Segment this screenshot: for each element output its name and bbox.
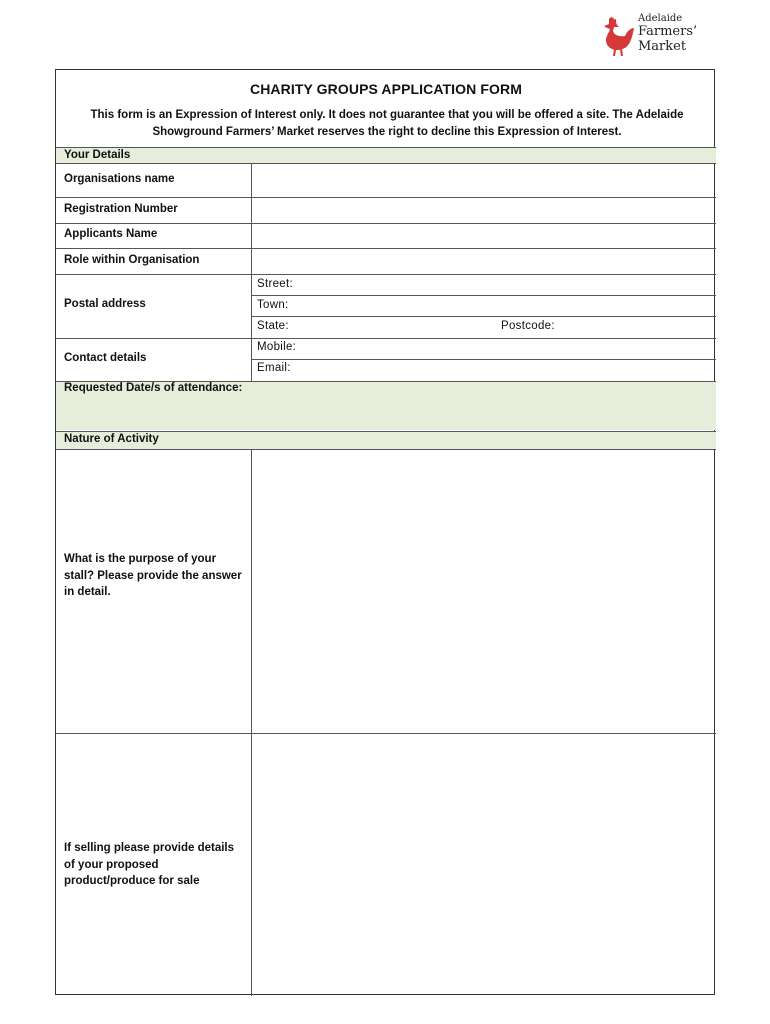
logo-line-market: Market [638,39,687,54]
logo-line-adelaide: Adelaide [638,13,683,24]
label-town: Town: [257,299,289,311]
question-products-for-sale: If selling please provide details of your proposed product/produce for sale [64,842,235,887]
section-your-details: Your Details [64,149,131,161]
label-requested-dates: Requested Date/s of attendance: [64,382,243,394]
postcode-field[interactable] [561,317,716,338]
label-registration-number: Registration Number [64,203,178,215]
label-email: Email: [257,362,291,374]
label-mobile: Mobile: [257,341,297,353]
applicants-name-field[interactable] [252,224,716,248]
your-details-band [56,147,716,163]
label-organisation-name: Organisations name [64,173,175,185]
town-field[interactable] [296,296,716,316]
organisation-name-field[interactable] [252,164,716,197]
section-nature-of-activity: Nature of Activity [64,433,159,445]
label-role: Role within Organisation [64,254,200,266]
adelaide-farmers-market-logo [600,12,710,56]
label-postcode: Postcode: [501,320,555,332]
role-field[interactable] [252,249,716,274]
label-state: State: [257,320,289,332]
mobile-field[interactable] [306,339,716,359]
state-field[interactable] [296,317,496,338]
label-street: Street: [257,278,293,290]
form-title: CHARITY GROUPS APPLICATION FORM [250,81,522,97]
label-applicants-name: Applicants Name [64,228,158,240]
street-field[interactable] [296,275,716,295]
requested-dates-field[interactable] [56,398,716,430]
products-for-sale-answer[interactable] [252,734,716,994]
label-contact-details: Contact details [64,352,147,364]
email-field[interactable] [301,360,716,381]
intro-line-2: Showground Farmers’ Market reserves the right to decline this Expression of Interest. [152,126,622,138]
question-stall-purpose: What is the purpose of your stall? Please provide the answer in detail. [64,553,242,598]
intro-line-1: This form is an Expression of Interest only. It does not guarantee that you will be offered a site. The Adelaide [90,109,684,121]
charity-application-form [55,69,715,995]
rooster-icon [600,16,636,56]
divider [56,147,716,148]
divider [56,431,716,432]
label-postal-address: Postal address [64,298,146,310]
form-intro [62,107,712,141]
stall-purpose-answer[interactable] [252,450,716,733]
registration-number-field[interactable] [252,198,716,223]
logo-line-farmers: Farmers’ [638,24,698,39]
